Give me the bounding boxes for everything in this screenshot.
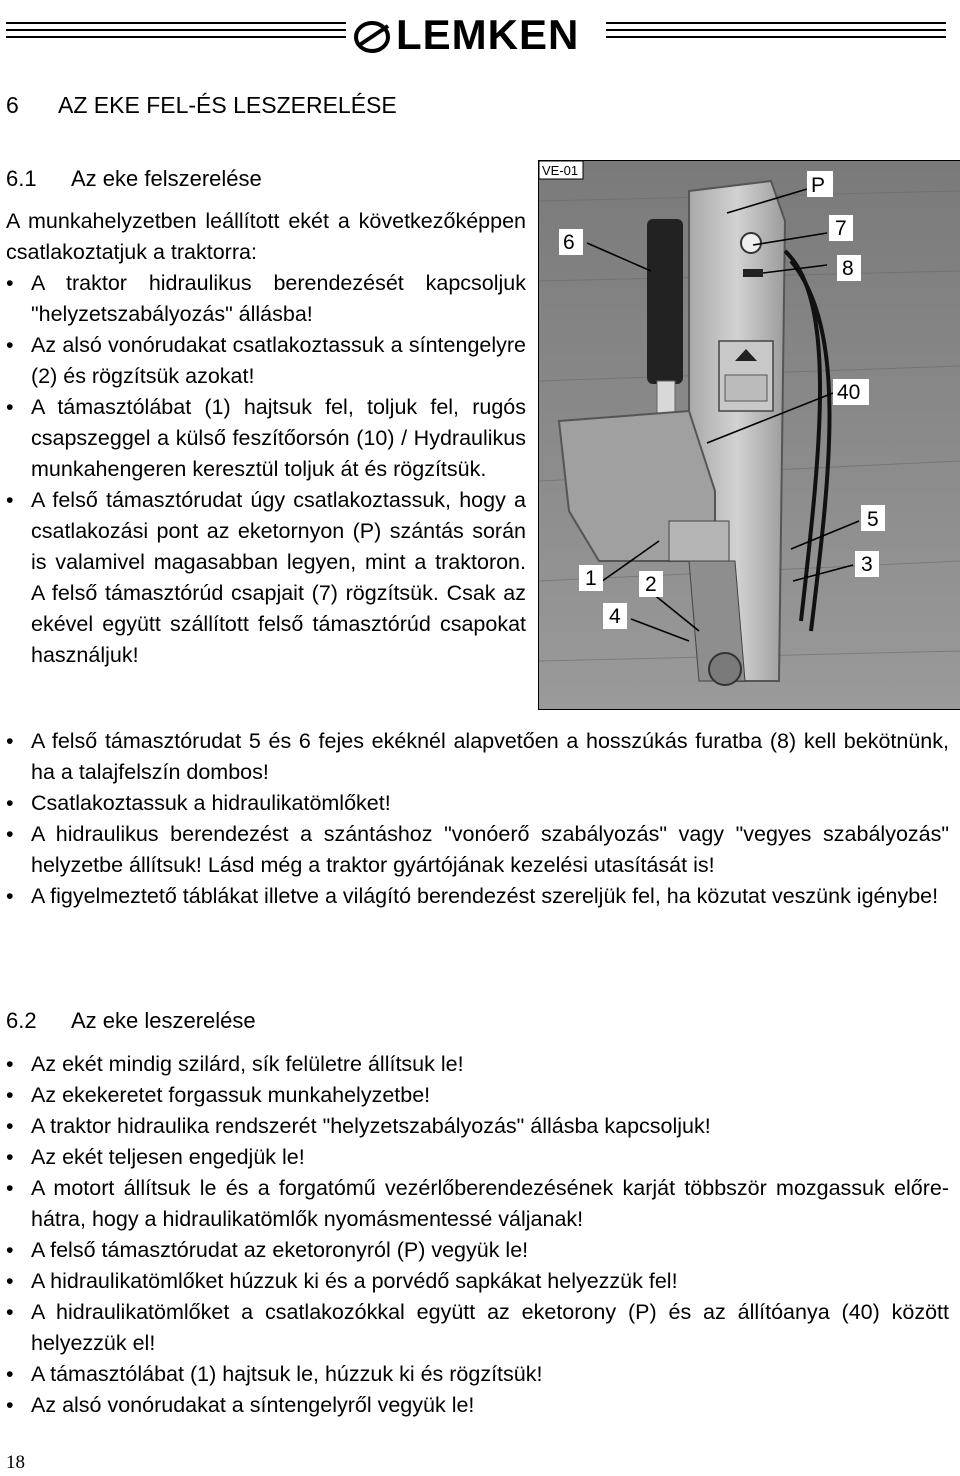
list-item <box>6 1080 949 1111</box>
figure-code: VE-01 <box>542 163 579 178</box>
bullet-icon: • <box>6 1300 14 1324</box>
label-5: 5 <box>867 508 879 531</box>
page-number: 18 <box>6 1452 25 1473</box>
list-item <box>6 1359 949 1390</box>
list-item-text: A figyelmeztető táblákat illetve a világító berendezést szereljük fel, ha közutat veszünk igénybe! <box>31 884 939 908</box>
list-item <box>6 819 949 881</box>
bullet-icon: • <box>6 1145 14 1169</box>
list-item-text: Csatlakoztassuk a hidraulikatömlőket! <box>31 791 391 815</box>
list-item-text: Az ekét teljesen engedjük le! <box>31 1145 305 1169</box>
list-item-text: A felső támasztórudat 5 és 6 fejes ekéknél alapvetően a hosszúkás furatba (8) kell bekötnünk, ha a talajfelszín dombos! <box>31 729 949 784</box>
bullet-icon: • <box>6 884 14 908</box>
subsection-2-number: 6.2 <box>6 1008 37 1033</box>
bullet-icon: • <box>6 1269 14 1293</box>
list-item-text: A hidraulikatömlőket húzzuk ki és a porvédő sapkákat helyezzük fel! <box>31 1269 678 1293</box>
list-item-text: A támasztólábat (1) hajtsuk fel, toljuk fel, rugós csapszeggel a külső feszítőorsón (10) / Hydraulikus munkahengeren keresztül toljuk át és rögzítsük. <box>31 395 526 481</box>
bullet-icon: • <box>6 1083 14 1107</box>
subsection-2-title-text: Az eke leszerelése <box>71 1008 256 1033</box>
list-item <box>6 1173 949 1235</box>
section-title-text: AZ EKE FEL-ÉS LESZERELÉSE <box>58 92 397 118</box>
label-7: 7 <box>835 217 847 240</box>
subsection-1-title <box>6 166 262 192</box>
subsection-2-title <box>6 1008 256 1034</box>
header-rule-left <box>6 22 346 46</box>
bullet-icon: • <box>6 1114 14 1138</box>
list-item <box>6 881 949 912</box>
install-list-wide <box>6 726 949 912</box>
list-item-text: A traktor hidraulikus berendezését kapcsoljuk "helyzetszabályozás" állásba! <box>31 271 526 326</box>
label-4: 4 <box>609 605 621 628</box>
list-item-text: A motort állítsuk le és a forgatómű vezérlőberendezésének karját többször mozgassuk előre-hátra, hogy a hidraulikatömlők nyomásmentessé váljanak! <box>31 1176 949 1231</box>
list-item-text: A hidraulikus berendezést a szántáshoz "vonóerő szabályozás" vagy "vegyes szabályozás" helyzetbe állítsuk! Lásd még a traktor gyártójának kezelési utasítását is! <box>31 822 949 877</box>
list-item-text: A felső támasztórudat az eketoronyról (P) vegyük le! <box>31 1238 529 1262</box>
subsection-1-title-text: Az eke felszerelése <box>71 166 262 191</box>
removal-list <box>6 1049 949 1421</box>
section-title <box>6 92 397 119</box>
list-item-text: Az ekekeretet forgassuk munkahelyzetbe! <box>31 1083 431 1107</box>
bullet-icon: • <box>6 1052 14 1076</box>
list-item <box>6 1111 949 1142</box>
list-item <box>6 330 526 392</box>
photo-illustration <box>539 161 960 709</box>
list-item-text: Az alsó vonórudakat csatlakoztassuk a síntengelyre (2) és rögzítsük azokat! <box>31 333 526 388</box>
label-8: 8 <box>842 257 854 280</box>
bullet-icon: • <box>6 488 14 512</box>
list-item <box>6 268 526 330</box>
plough-headstock-photo <box>538 160 960 710</box>
subsection-1-number: 6.1 <box>6 166 37 191</box>
bullet-icon: • <box>6 395 14 419</box>
bullet-icon: • <box>6 791 14 815</box>
list-item-text: Az ekét mindig szilárd, sík felületre állítsuk le! <box>31 1052 464 1076</box>
bullet-icon: • <box>6 1238 14 1262</box>
list-item <box>6 485 526 671</box>
bullet-icon: • <box>6 333 14 357</box>
section-number: 6 <box>6 92 19 118</box>
list-item-text: A traktor hidraulika rendszerét "helyzetszabályozás" állásba kapcsoljuk! <box>31 1114 711 1138</box>
bullet-icon: • <box>6 1362 14 1386</box>
list-item-text: A hidraulikatömlőket a csatlakozókkal együtt az eketorony (P) és az állítóanya (40) között helyezzük el! <box>31 1300 949 1355</box>
bullet-icon: • <box>6 1393 14 1417</box>
label-3: 3 <box>861 553 873 576</box>
list-item <box>6 1297 949 1359</box>
list-item <box>6 788 949 819</box>
bullet-icon: • <box>6 271 14 295</box>
bullet-icon: • <box>6 1176 14 1200</box>
list-item-text: Az alsó vonórudakat a síntengelyről vegyük le! <box>31 1393 475 1417</box>
bullet-icon: • <box>6 729 14 753</box>
list-item <box>6 726 949 788</box>
label-6: 6 <box>563 231 575 254</box>
list-item <box>6 1266 949 1297</box>
list-item <box>6 392 526 485</box>
label-40: 40 <box>837 381 861 404</box>
bullet-icon: • <box>6 822 14 846</box>
list-item <box>6 1049 949 1080</box>
list-item-text: A támasztólábat (1) hajtsuk le, húzzuk ki és rögzítsük! <box>31 1362 543 1386</box>
brand-name: LEMKEN <box>396 11 580 58</box>
intro-paragraph: A munkahelyzetben leállított ekét a következőképpen csatlakoztatjuk a traktorra: <box>6 209 526 264</box>
list-item-text: A felső támasztórudat úgy csatlakoztassuk, hogy a csatlakozási pont az eketornyon (P) szántás során is valamivel magasabban legyen, mint a traktoron. A felső támasztórúd csapjait (7) rögzítsük. Csak az ekével együtt szállított felső támasztórúd csapokat használjuk! <box>31 488 526 667</box>
label-2: 2 <box>645 573 657 596</box>
header-rule-right <box>606 22 946 46</box>
list-item <box>6 1390 949 1421</box>
list-item <box>6 1235 949 1266</box>
label-P: P <box>811 174 826 197</box>
install-list-narrow <box>6 268 526 671</box>
label-1: 1 <box>585 567 597 590</box>
list-item <box>6 1142 949 1173</box>
